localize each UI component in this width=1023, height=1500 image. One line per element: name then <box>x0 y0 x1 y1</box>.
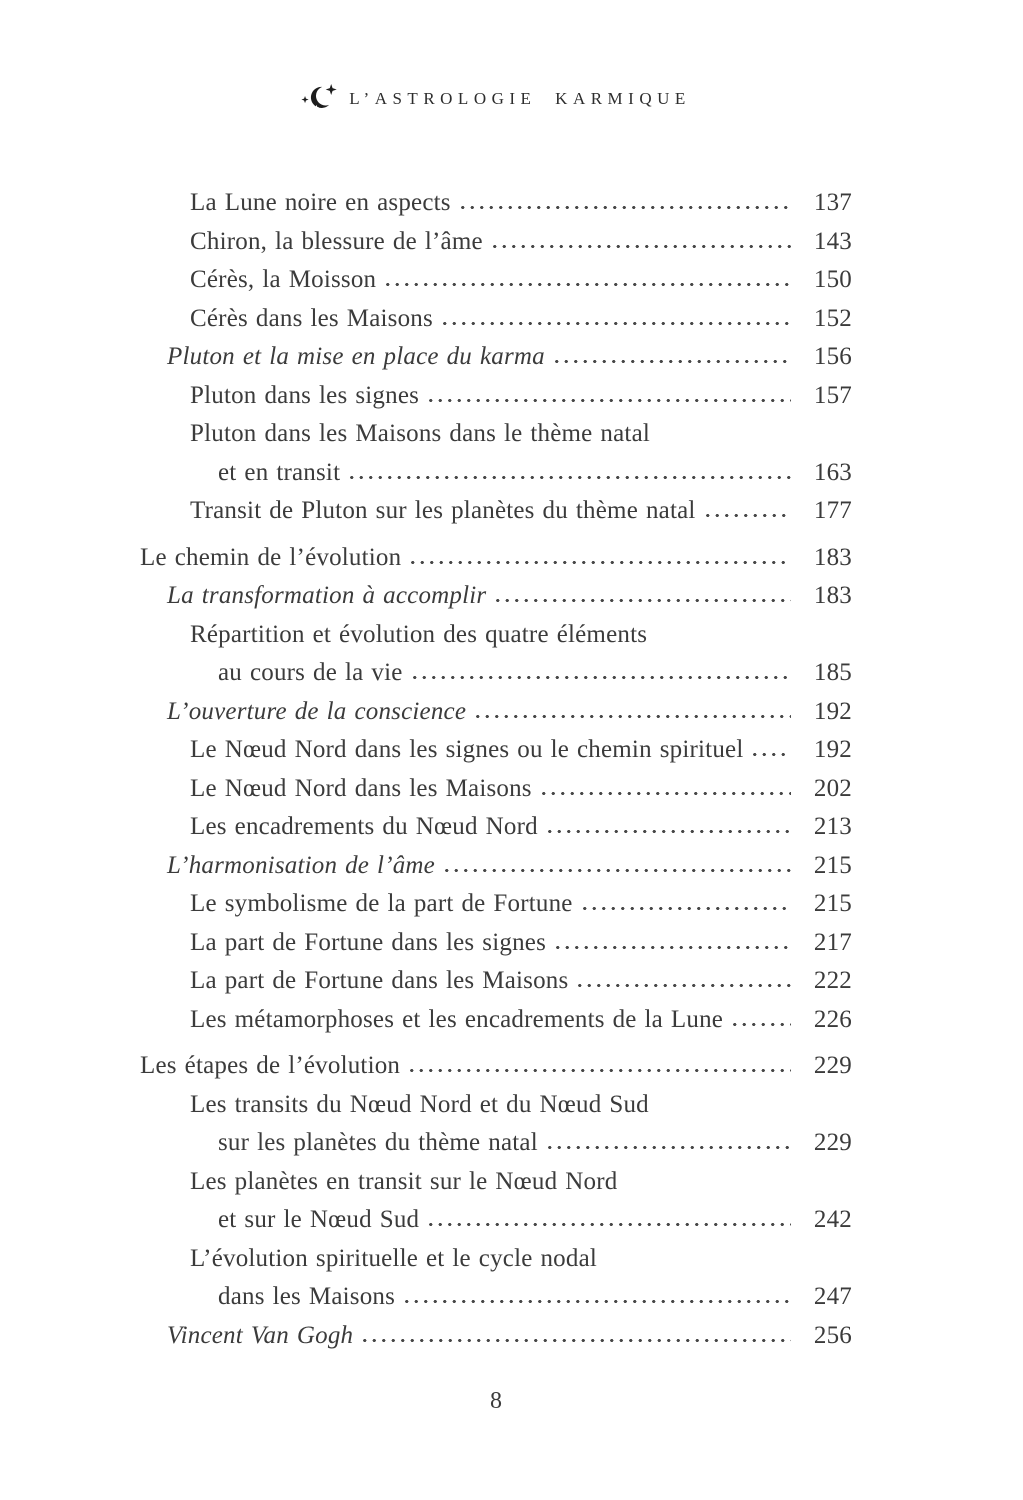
toc-entry <box>140 223 852 262</box>
toc-entry-continuation-line <box>140 1278 852 1317</box>
toc-entry-label: La part de Fortune dans les Maisons <box>190 967 569 994</box>
toc-entry-page: 247 <box>813 1283 852 1310</box>
toc-entry-label: Les étapes de l’évolution <box>140 1052 401 1079</box>
dot-leader <box>360 1338 791 1343</box>
dot-leader <box>458 205 791 210</box>
toc-entry-continuation-line <box>140 1124 852 1163</box>
toc-entry-label: L’harmonisation de l’âme <box>167 851 435 879</box>
toc-entry-continuation-line <box>140 654 852 693</box>
toc-entry <box>140 539 852 578</box>
toc-entry-page: 215 <box>813 890 852 917</box>
toc-entry-label: La part de Fortune dans les signes <box>190 928 546 956</box>
toc-entry-label: La Lune noire en aspects <box>190 189 451 216</box>
toc-entry-page: 143 <box>813 227 852 255</box>
toc-entry-page: 156 <box>813 343 852 370</box>
dot-leader <box>347 475 791 480</box>
running-header-title: L’ASTROLOGIE KARMIQUE <box>349 88 691 108</box>
toc-entry <box>140 1086 852 1163</box>
toc-entry-page: 150 <box>813 266 852 293</box>
toc-entry-line <box>140 924 852 963</box>
dot-leader <box>545 829 791 834</box>
toc-entry-page: 229 <box>813 1129 852 1156</box>
dot-leader <box>553 945 791 950</box>
toc-entry <box>140 1047 852 1086</box>
running-header <box>140 82 852 115</box>
toc-entry-page: 242 <box>813 1206 852 1233</box>
toc-entry-label: Les planètes en transit sur le Nœud Nord <box>190 1167 618 1195</box>
toc-entry-label: Cérès, la Moisson <box>190 266 377 293</box>
page-footer <box>140 1388 852 1415</box>
toc-entry-page: 217 <box>813 928 852 956</box>
toc-entry-label: Répartition et évolution des quatre éléments <box>190 620 648 648</box>
toc-entry-label: Transit de Pluton sur les planètes du thème natal <box>190 497 696 524</box>
toc-entry-line <box>140 693 852 732</box>
toc-entry <box>140 1163 852 1240</box>
toc-entry-line <box>140 1163 852 1202</box>
toc-entry-label: Pluton dans les signes <box>190 381 420 409</box>
toc-entry-label: Le symbolisme de la part de Fortune <box>190 890 573 917</box>
toc-entry-page: 213 <box>813 813 852 840</box>
toc-entry-label: L’évolution spirituelle et le cycle nodal <box>190 1244 598 1272</box>
toc-entry <box>140 1001 852 1040</box>
toc-entry-page: 177 <box>813 497 852 524</box>
dot-leader <box>410 675 791 680</box>
dot-leader <box>703 513 791 518</box>
toc-entry-label-continuation: dans les Maisons <box>218 1283 396 1310</box>
toc-entry-line <box>140 1240 852 1279</box>
toc-entry-label: Cérès dans les Maisons <box>190 304 433 332</box>
toc-entry <box>140 924 852 963</box>
toc-entry-label: Le chemin de l’évolution <box>140 543 402 571</box>
toc-entry-line <box>140 1086 852 1125</box>
toc-entry <box>140 261 852 300</box>
toc-entry <box>140 731 852 770</box>
dot-leader <box>402 1299 791 1304</box>
toc-entry-line <box>140 338 852 377</box>
dot-leader <box>426 1222 791 1227</box>
toc-entry-label: Vincent Van Gogh <box>167 1321 354 1349</box>
dot-leader <box>473 714 791 719</box>
toc-entry-page: 222 <box>813 967 852 994</box>
toc-entry-label-continuation: et en transit <box>218 458 341 486</box>
toc-entry <box>140 693 852 732</box>
toc-entry <box>140 885 852 924</box>
toc-entry <box>140 808 852 847</box>
toc-entry-page: 229 <box>813 1052 852 1079</box>
toc-entry-continuation-line <box>140 1201 852 1240</box>
toc-entry-page: 202 <box>813 774 852 802</box>
dot-leader <box>545 1145 791 1150</box>
table-of-contents <box>140 184 852 1355</box>
toc-entry-page: 256 <box>813 1321 852 1349</box>
toc-entry-line <box>140 300 852 339</box>
dot-leader <box>442 868 791 873</box>
toc-entry-label: La transformation à accomplir <box>167 582 487 609</box>
toc-entry-line <box>140 731 852 770</box>
toc-entry-page: 137 <box>813 189 852 216</box>
toc-entry <box>140 300 852 339</box>
toc-entry-line <box>140 885 852 924</box>
toc-entry-continuation-line <box>140 454 852 493</box>
toc-entry-line <box>140 847 852 886</box>
toc-entry-label-continuation: au cours de la vie <box>218 659 403 686</box>
dot-leader <box>730 1022 791 1027</box>
toc-entry-label: Pluton et la mise en place du karma <box>167 343 545 370</box>
toc-entry-line <box>140 377 852 416</box>
toc-entry-label: Chiron, la blessure de l’âme <box>190 227 483 255</box>
toc-entry-line <box>140 962 852 1001</box>
toc-entry-label: Le Nœud Nord dans les signes ou le chemin spirituel <box>190 736 744 763</box>
toc-entry-page: 192 <box>813 736 852 763</box>
dot-leader <box>493 598 791 603</box>
toc-entry <box>140 415 852 492</box>
toc-entry <box>140 338 852 377</box>
toc-entry-page: 185 <box>813 659 852 686</box>
toc-entry-label: Les encadrements du Nœud Nord <box>190 813 538 840</box>
toc-entry-line <box>140 1047 852 1086</box>
toc-entry <box>140 577 852 616</box>
toc-entry-label: Le Nœud Nord dans les Maisons <box>190 774 532 802</box>
toc-entry-line <box>140 184 852 223</box>
toc-entry-line <box>140 1317 852 1356</box>
toc-entry-page: 163 <box>813 458 852 486</box>
toc-entry <box>140 770 852 809</box>
toc-entry-line <box>140 223 852 262</box>
toc-entry-page: 215 <box>813 851 852 879</box>
toc-entry <box>140 847 852 886</box>
toc-entry-line <box>140 808 852 847</box>
dot-leader <box>407 1068 791 1073</box>
toc-entry-line <box>140 261 852 300</box>
toc-entry-label: Pluton dans les Maisons dans le thème natal <box>190 420 651 447</box>
toc-entry-label: Les transits du Nœud Nord et du Nœud Sud <box>190 1090 649 1118</box>
toc-entry-line <box>140 1001 852 1040</box>
toc-entry-page: 152 <box>813 304 852 332</box>
toc-entry <box>140 377 852 416</box>
dot-leader <box>539 791 791 796</box>
toc-entry-line <box>140 577 852 616</box>
toc-entry-page: 192 <box>813 697 852 725</box>
toc-entry-label-continuation: et sur le Nœud Sud <box>218 1206 420 1233</box>
toc-entry-line <box>140 616 852 655</box>
dot-leader <box>408 560 791 565</box>
dot-leader <box>552 359 791 364</box>
dot-leader <box>575 983 791 988</box>
page-number: 8 <box>490 1388 502 1414</box>
dot-leader <box>383 282 791 287</box>
dot-leader <box>490 244 791 249</box>
toc-entry <box>140 184 852 223</box>
toc-entry-line <box>140 770 852 809</box>
dot-leader <box>426 398 791 403</box>
toc-entry-label: L’ouverture de la conscience <box>167 697 467 725</box>
toc-entry <box>140 962 852 1001</box>
toc-entry <box>140 1317 852 1356</box>
toc-entry-page: 226 <box>813 1005 852 1033</box>
toc-entry <box>140 492 852 531</box>
toc-entry-line <box>140 492 852 531</box>
dot-leader <box>580 906 791 911</box>
toc-entry-label-continuation: sur les planètes du thème natal <box>218 1129 538 1156</box>
toc-entry-page: 157 <box>813 381 852 409</box>
moon-with-stars-icon <box>301 82 337 115</box>
toc-entry-label: Les métamorphoses et les encadrements de la Lune <box>190 1005 724 1033</box>
toc-entry-line <box>140 415 852 454</box>
toc-entry <box>140 616 852 693</box>
toc-entry-page: 183 <box>813 543 852 571</box>
dot-leader <box>440 321 791 326</box>
dot-leader <box>750 752 791 757</box>
toc-entry <box>140 1240 852 1317</box>
toc-entry-line <box>140 539 852 578</box>
toc-entry-page: 183 <box>813 582 852 609</box>
